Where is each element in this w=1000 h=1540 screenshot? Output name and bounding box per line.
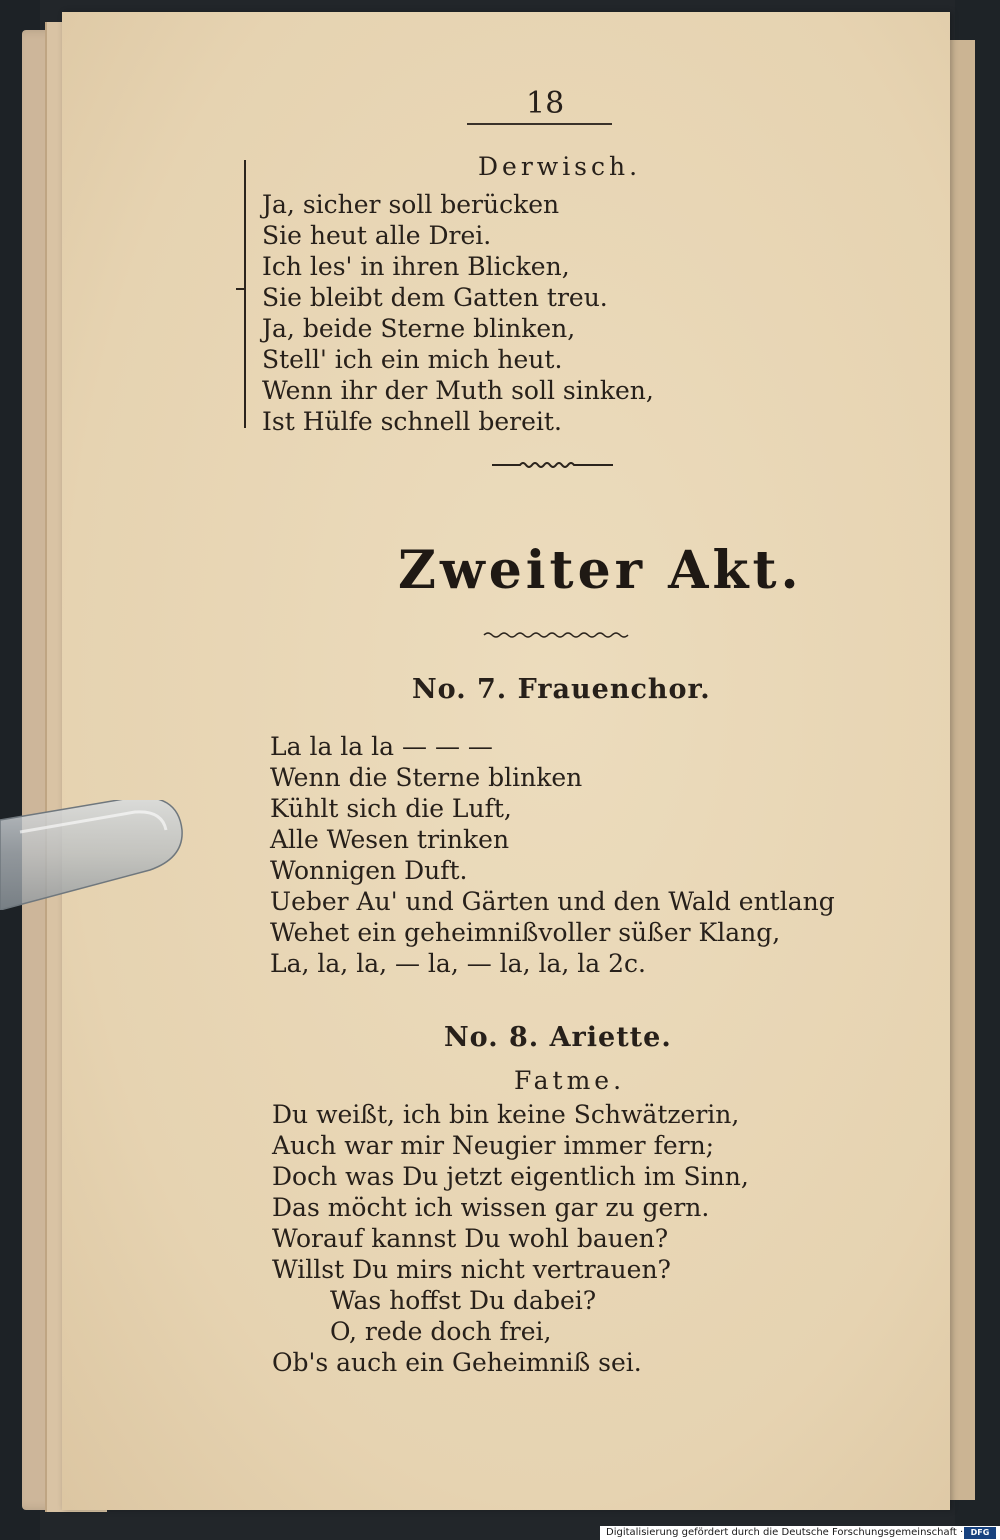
verse-line: Auch war mir Neugier immer fern; <box>272 1131 715 1160</box>
verse-line: Stell' ich ein mich heut. <box>262 345 563 374</box>
verse-line: Ja, beide Sterne blinken, <box>262 314 576 343</box>
page-number: 18 <box>526 86 565 121</box>
verse-brace-point <box>236 288 246 290</box>
verse-line: Das möcht ich wissen gar zu gern. <box>272 1193 710 1222</box>
verse-line: Wenn die Sterne blinken <box>270 763 583 792</box>
speaker-fatme: Fatme. <box>514 1066 626 1095</box>
verse-line: Ueber Au' und Gärten und den Wald entlang <box>270 887 835 916</box>
verse-line: Ist Hülfe schnell bereit. <box>262 407 562 436</box>
number-heading-8: No. 8. Ariette. <box>444 1022 672 1053</box>
verse-line: O, rede doch frei, <box>330 1317 552 1346</box>
ornamental-divider <box>482 628 630 642</box>
verse-line: Kühlt sich die Luft, <box>270 794 512 823</box>
verse-line: Sie bleibt dem Gatten treu. <box>262 283 608 312</box>
verse-line: Wehet ein geheimnißvoller süßer Klang, <box>270 918 781 947</box>
verse-line: Ob's auch ein Geheimniß sei. <box>272 1348 642 1377</box>
verse-brace <box>244 160 260 428</box>
verse-line: Ja, sicher soll berücken <box>262 190 560 219</box>
act-title: Zweiter Akt. <box>398 540 803 601</box>
speaker-derwisch: Derwisch. <box>478 152 642 181</box>
verse-line: Willst Du mirs nicht vertrauen? <box>272 1255 671 1284</box>
verse-line: Alle Wesen trinken <box>270 825 510 854</box>
number-heading-7: No. 7. Frauenchor. <box>412 674 711 705</box>
verse-line: La la la la — — — <box>270 732 493 761</box>
footer-credit: Digitalisierung gefördert durch die Deutsche Forschungsgemeinschaft · <box>606 1527 964 1538</box>
verse-line: Du weißt, ich bin keine Schwätzerin, <box>272 1100 740 1129</box>
verse-line: Wenn ihr der Muth soll sinken, <box>262 376 654 405</box>
verse-line: La, la, la, — la, — la, la, la 2c. <box>270 949 646 978</box>
verse-line: Sie heut alle Drei. <box>262 221 492 250</box>
page-number-rule <box>467 123 612 125</box>
verse-line: Was hoffst Du dabei? <box>330 1286 597 1315</box>
verse-line: Doch was Du jetzt eigentlich im Sinn, <box>272 1162 749 1191</box>
page-holder-spatula <box>0 800 185 910</box>
verse-line: Wonnigen Duft. <box>270 856 468 885</box>
verse-line: Worauf kannst Du wohl bauen? <box>272 1224 669 1253</box>
verse-line: Ich les' in ihren Blicken, <box>262 252 570 281</box>
ornamental-divider <box>490 458 615 472</box>
dfg-logo-icon: DFG <box>964 1527 996 1539</box>
